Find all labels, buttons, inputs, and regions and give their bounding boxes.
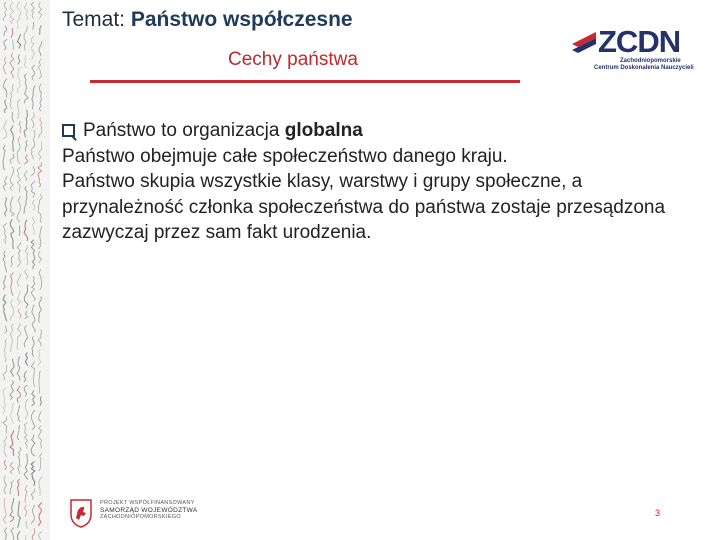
title-prefix: Temat:	[62, 8, 131, 31]
logo-name: ZCDN	[598, 24, 681, 59]
page-subtitle: Cechy państwa	[228, 49, 358, 70]
bullet-item	[62, 118, 682, 144]
griffin-crest-icon	[68, 498, 94, 528]
paragraph-society: Państwo obejmuje całe społeczeństwo danego kraju.	[62, 145, 508, 167]
footer-line1: PROJEKT WSPÓŁFINANSOWANY	[100, 500, 195, 506]
handwritten-manuscript-strip	[0, 0, 50, 540]
footer-sponsor-logo	[68, 496, 198, 530]
footer-line3: ZACHODNIOPOMORSKIEGO	[100, 514, 181, 520]
bullet-text	[83, 118, 363, 144]
footer-text	[100, 500, 197, 521]
bullet-text-regular: Państwo to organizacja	[83, 120, 285, 141]
checkbox-bullet-icon	[62, 124, 75, 137]
page-number: 3	[655, 508, 661, 518]
zcdn-logo-mark-icon	[570, 30, 598, 54]
footer-line2: SAMORZĄD WOJEWÓDZTWA	[100, 507, 198, 514]
title-divider	[90, 80, 520, 83]
page-title	[62, 8, 353, 32]
logo-sub-line2: Centrum Doskonalenia Nauczycieli	[594, 65, 694, 71]
paragraph-classes: Państwo skupia wszystkie klasy, warstwy i grupy społeczne, a przynależność członka społeczeństwa do państwa zostaje przesądzona zazwyczaj przez sam fakt urodzenia.	[62, 171, 666, 243]
bullet-text-bold: globalna	[284, 120, 363, 141]
zcdn-logo	[570, 24, 694, 74]
logo-subtitle	[594, 58, 694, 72]
title-topic: Państwo współczesne	[130, 8, 353, 31]
logo-sub-line1: Zachodniopomorskie	[620, 58, 681, 64]
slide-content	[62, 118, 682, 246]
